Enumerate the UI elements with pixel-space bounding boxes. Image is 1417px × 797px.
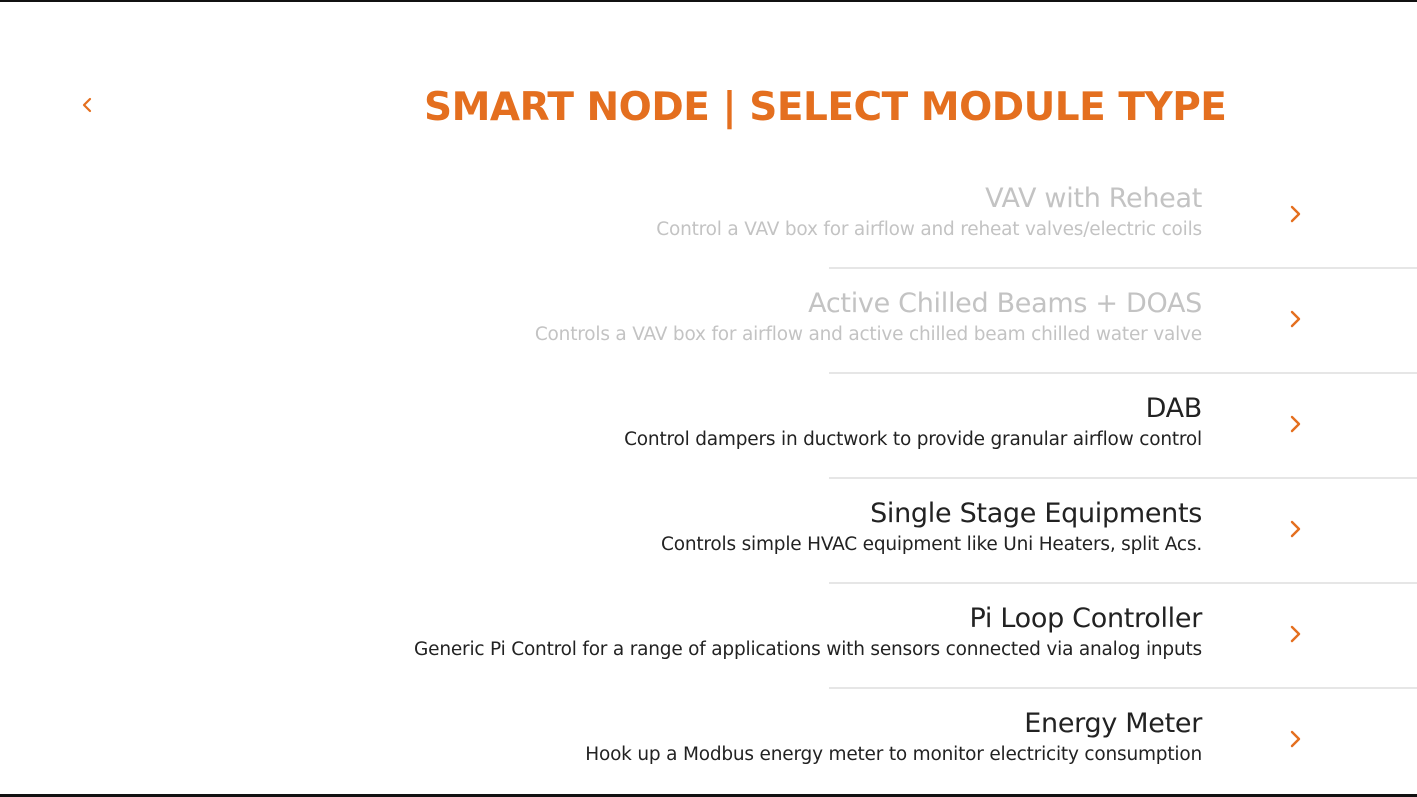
module-title: DAB — [1145, 393, 1202, 424]
module-description: Controls a VAV box for airflow and active chilled beam chilled water valve — [534, 324, 1202, 345]
module-item-single-stage-equipments[interactable] — [0, 479, 1417, 584]
module-title: Active Chilled Beams + DOAS — [808, 288, 1202, 319]
module-description: Generic Pi Control for a range of applications with sensors connected via analog inputs — [414, 639, 1202, 660]
chevron-right-icon — [1283, 307, 1307, 331]
module-item-pi-loop-controller[interactable] — [0, 584, 1417, 689]
module-item-active-chilled-beams[interactable] — [0, 269, 1417, 374]
chevron-right-icon — [1283, 412, 1307, 436]
module-list — [0, 164, 1417, 794]
chevron-right-icon — [1283, 622, 1307, 646]
chevron-right-icon — [1283, 517, 1307, 541]
chevron-left-icon — [80, 96, 94, 118]
module-description: Hook up a Modbus energy meter to monitor electricity consumption — [585, 744, 1202, 765]
module-description: Controls simple HVAC equipment like Uni Heaters, split Acs. — [660, 534, 1202, 555]
module-title: Energy Meter — [1024, 708, 1202, 739]
module-item-vav-with-reheat[interactable] — [0, 164, 1417, 269]
module-title: VAV with Reheat — [985, 183, 1202, 214]
module-title: Pi Loop Controller — [969, 603, 1202, 634]
module-item-dab[interactable] — [0, 374, 1417, 479]
chevron-right-icon — [1283, 202, 1307, 226]
back-button[interactable] — [72, 92, 102, 122]
module-description: Control dampers in ductwork to provide granular airflow control — [624, 429, 1202, 450]
page-title: SMART NODE | SELECT MODULE TYPE — [424, 85, 1227, 130]
module-description: Control a VAV box for airflow and reheat valves/electric coils — [656, 219, 1202, 240]
module-title: Single Stage Equipments — [870, 498, 1202, 529]
chevron-right-icon — [1283, 727, 1307, 751]
module-item-energy-meter[interactable] — [0, 689, 1417, 794]
